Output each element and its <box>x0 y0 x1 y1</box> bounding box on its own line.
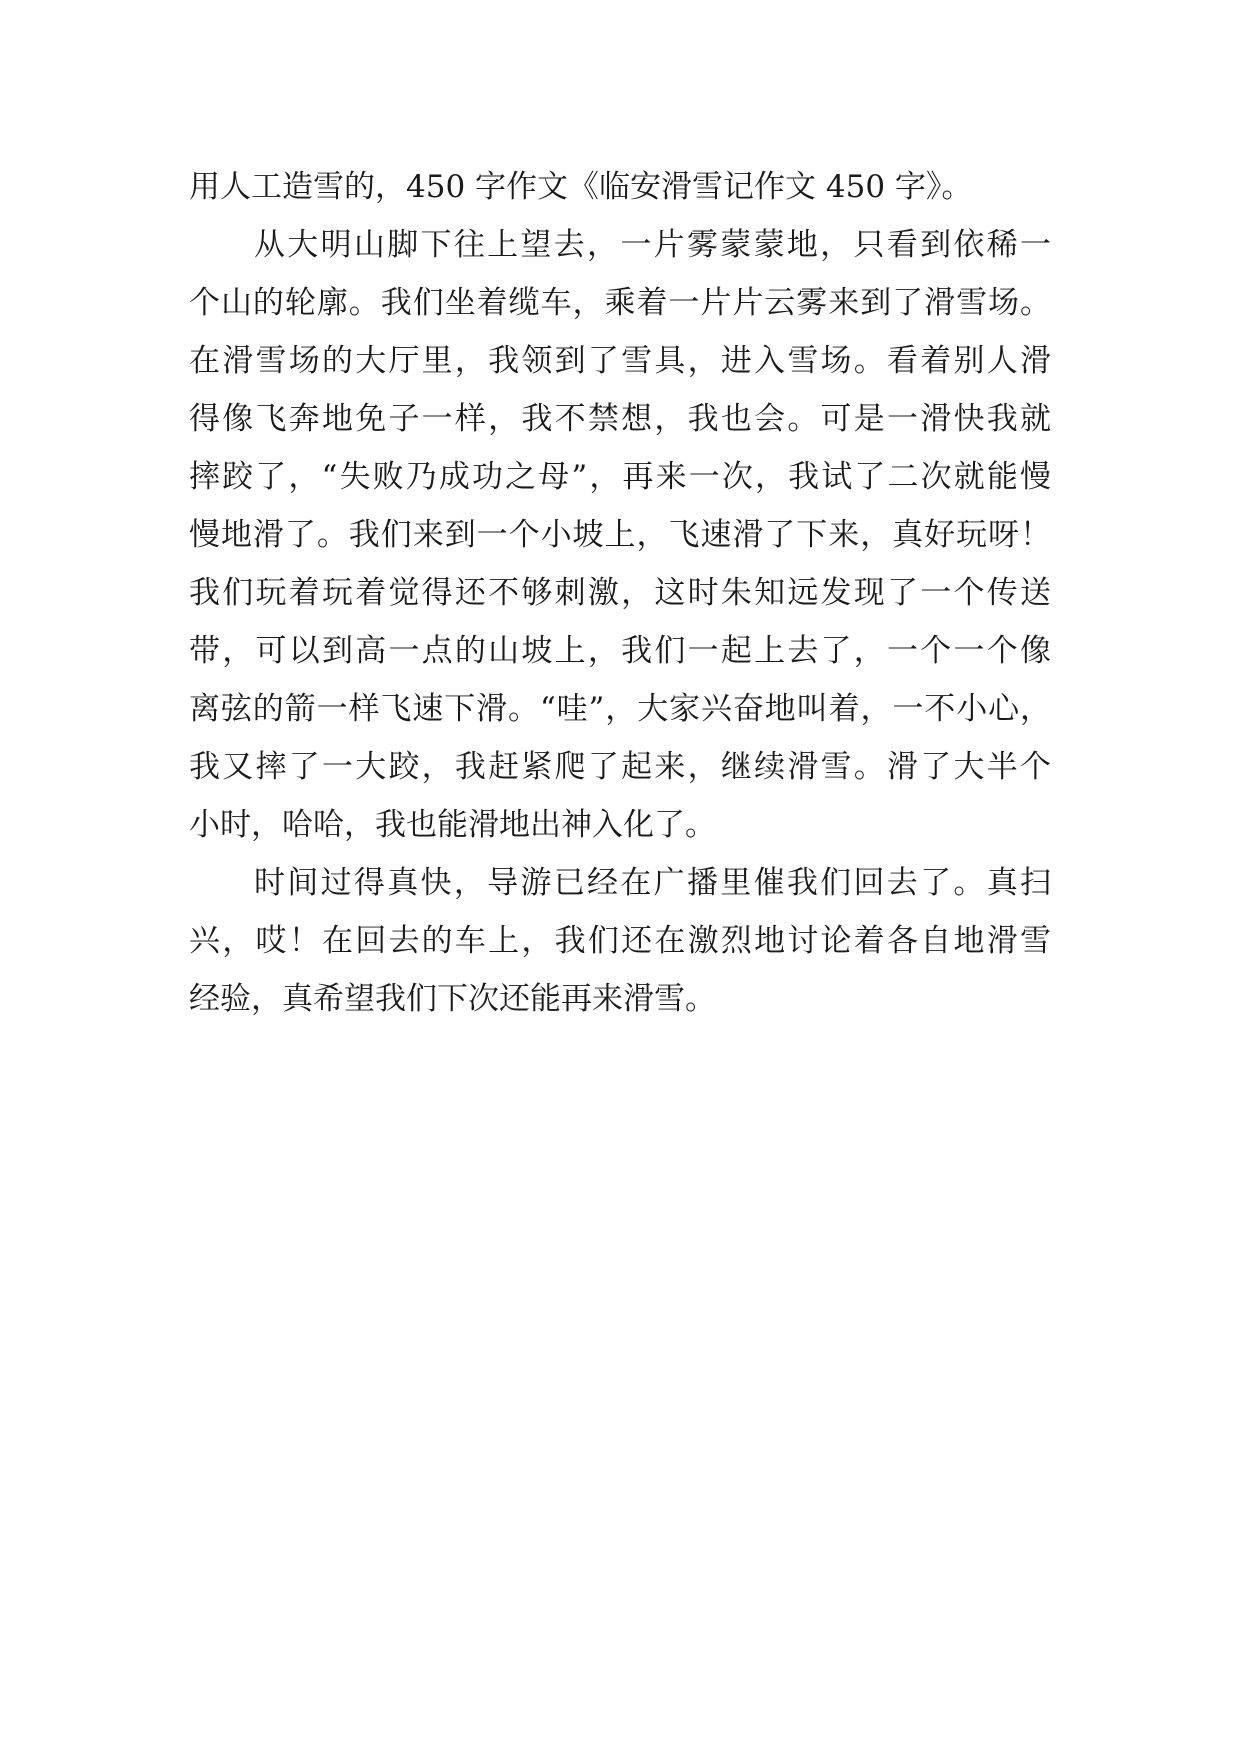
text-line: 兴，哎！在回去的车上，我们还在激烈地讨论着各自地滑雪 <box>189 923 1051 959</box>
text-line: 个山的轮廓。我们坐着缆车，乘着一片片云雾来到了滑雪场。 <box>189 285 1051 321</box>
text-line: 带，可以到高一点的山坡上，我们一起上去了，一个一个像 <box>189 633 1051 669</box>
text-line: 得像飞奔地免子一样，我不禁想，我也会。可是一滑快我就 <box>189 401 1051 437</box>
text-line: 摔跤了，“失败乃成功之母”，再来一次，我试了二次就能慢 <box>189 459 1051 495</box>
text-line: 小时，哈哈，我也能滑地出神入化了。 <box>189 807 716 843</box>
text-line: 经验，真希望我们下次还能再来滑雪。 <box>189 981 716 1017</box>
text-line: 在滑雪场的大厅里，我领到了雪具，进入雪场。看着别人滑 <box>189 343 1051 379</box>
text-line: 我们玩着玩着觉得还不够刺激，这时朱知远发现了一个传送 <box>189 575 1051 611</box>
text-line: 慢地滑了。我们来到一个小坡上，飞速滑了下来，真好玩呀！ <box>189 517 1051 553</box>
paragraph-start-line: 时间过得真快，导游已经在广播里催我们回去了。真扫 <box>254 865 1051 901</box>
text-line: 离弦的箭一样飞速下滑。“哇”，大家兴奋地叫着，一不小心， <box>189 691 1051 727</box>
text-line: 我又摔了一大跤，我赶紧爬了起来，继续滑雪。滑了大半个 <box>189 749 1051 785</box>
paragraph-start-line: 从大明山脚下往上望去，一片雾蒙蒙地，只看到依稀一 <box>254 227 1051 263</box>
text-line: 用人工造雪的，450 字作文《临安滑雪记作文 450 字》。 <box>189 169 973 205</box>
